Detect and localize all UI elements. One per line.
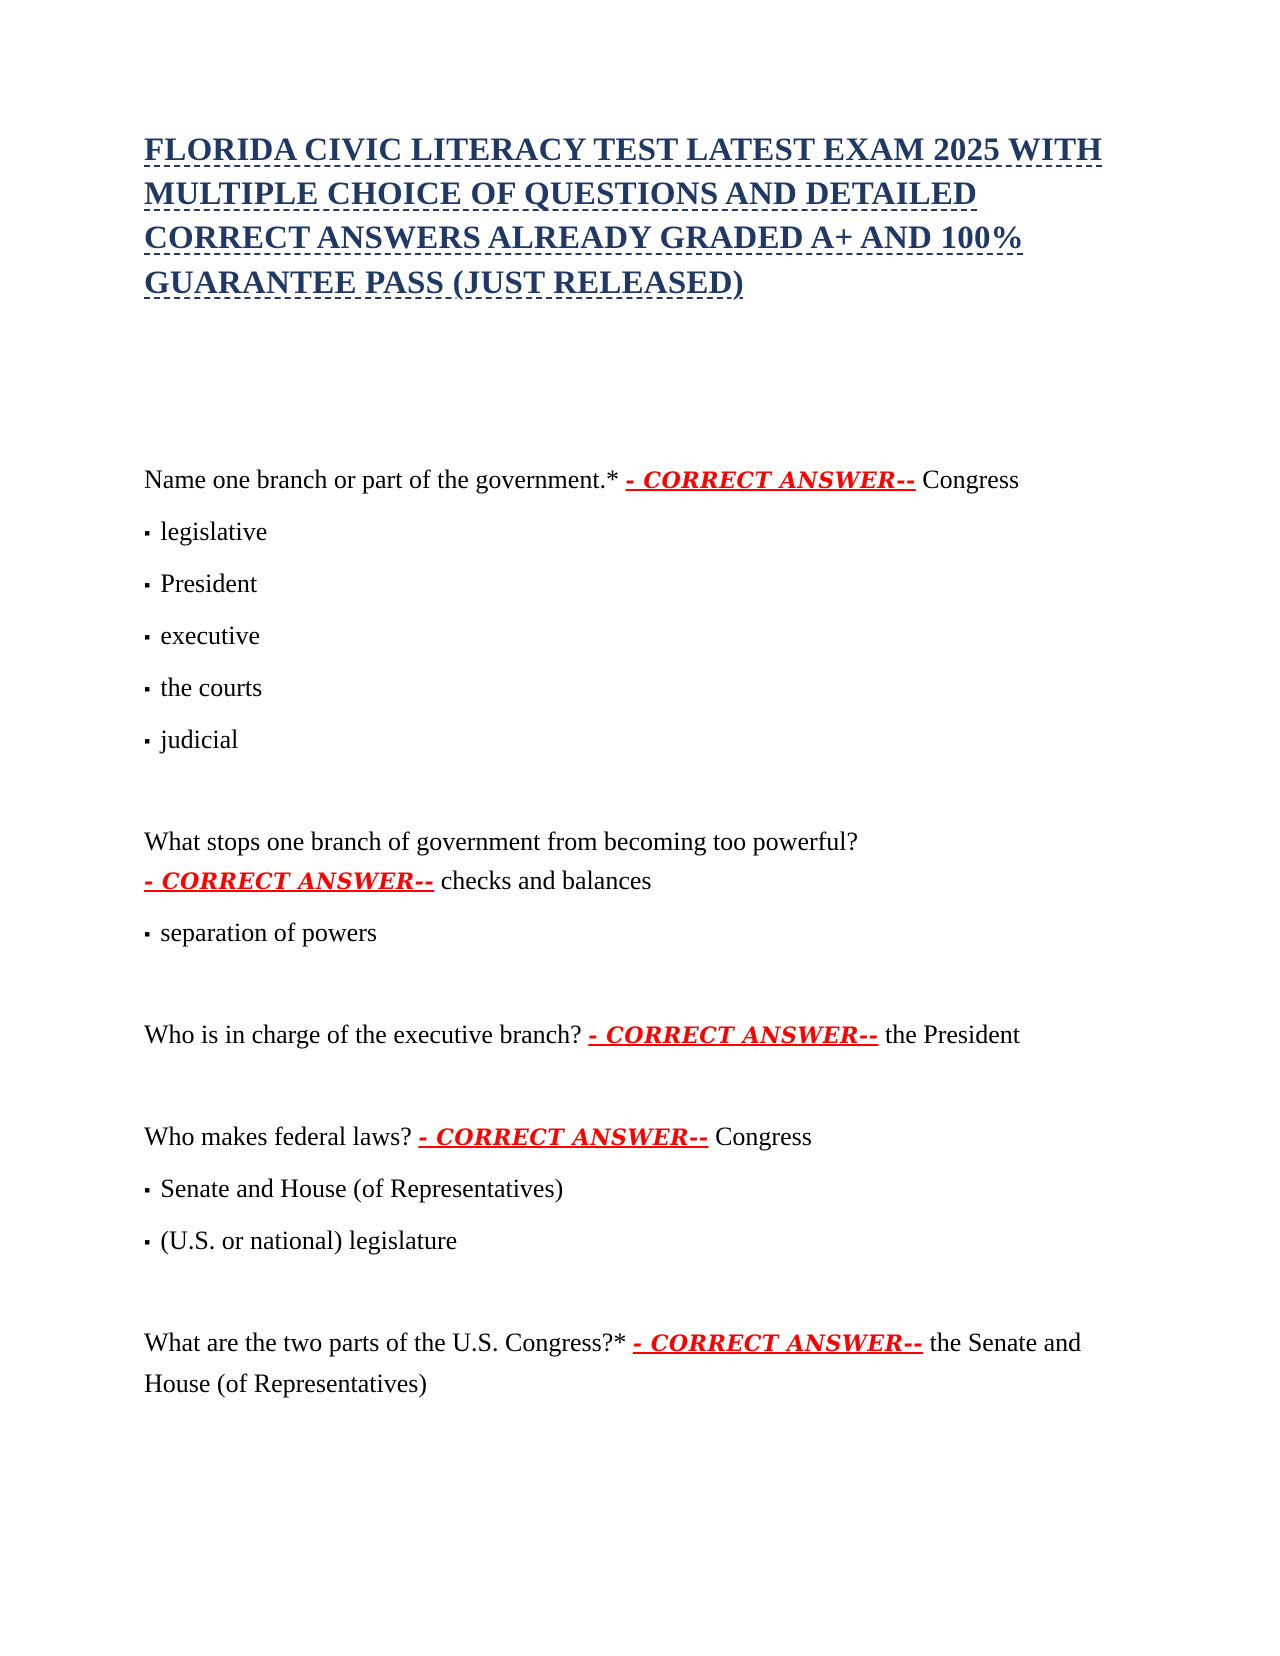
answer-text: the Senate and House (of Representatives) (144, 1327, 1082, 1398)
bullet-glyph: ▪ (144, 730, 151, 751)
question-block-1 (144, 460, 1136, 501)
correct-answer-label: - CORRECT ANSWER-- (632, 1330, 924, 1357)
answer-text: checks and balances (440, 865, 652, 895)
bullet-item (144, 720, 1136, 761)
bullet-text: (U.S. or national) legislature (160, 1225, 458, 1255)
bullet-text: the courts (160, 672, 263, 702)
correct-answer-label: - CORRECT ANSWER-- (588, 1022, 879, 1049)
bullet-glyph: ▪ (144, 522, 151, 543)
bullet-text: legislative (160, 516, 268, 546)
question-text: What stops one branch of government from becoming too powerful? (144, 826, 859, 856)
correct-answer-label: - CORRECT ANSWER-- (625, 467, 916, 494)
question-text: Who makes federal laws? (144, 1121, 412, 1151)
bullet-glyph: ▪ (144, 1231, 151, 1252)
question-text: What are the two parts of the U.S. Congress?* (144, 1327, 627, 1357)
bullet-text: President (160, 568, 258, 598)
bullet-text: Senate and House (of Representatives) (160, 1173, 564, 1203)
bullet-glyph: ▪ (144, 678, 151, 699)
question-text: Name one branch or part of the government.* (144, 464, 620, 494)
bullet-glyph: ▪ (144, 574, 151, 595)
bullet-item (144, 913, 1136, 954)
bullet-text: separation of powers (160, 917, 377, 947)
correct-answer-label: - CORRECT ANSWER-- (418, 1124, 709, 1151)
answer-text: Congress (715, 1121, 812, 1151)
document-title: FLORIDA CIVIC LITERACY TEST LATEST EXAM 2025 WITH MULTIPLE CHOICE OF QUESTIONS AND DETAILED CORRECT ANSWERS ALREADY GRADED A+ AND 100% GUARANTEE PASS (JUST RELEASED) (144, 132, 1103, 301)
bullet-item (144, 668, 1136, 709)
question-block-5 (144, 1323, 1136, 1403)
bullet-item (144, 1221, 1136, 1262)
question-block-2 (144, 822, 1136, 902)
bullet-text: judicial (160, 724, 239, 754)
answer-text: Congress (922, 464, 1020, 494)
bullet-item (144, 512, 1136, 553)
question-text: Who is in charge of the executive branch? (144, 1019, 582, 1049)
bullet-item (144, 1169, 1136, 1210)
correct-answer-label: - CORRECT ANSWER-- (144, 868, 435, 895)
question-block-3 (144, 1015, 1136, 1056)
question-block-4 (144, 1117, 1136, 1158)
bullet-glyph: ▪ (144, 923, 151, 944)
answer-text: the President (884, 1019, 1020, 1049)
bullet-item (144, 616, 1136, 657)
bullet-item (144, 564, 1136, 605)
bullet-text: executive (160, 620, 260, 650)
bullet-glyph: ▪ (144, 1179, 151, 1200)
bullet-glyph: ▪ (144, 626, 151, 647)
